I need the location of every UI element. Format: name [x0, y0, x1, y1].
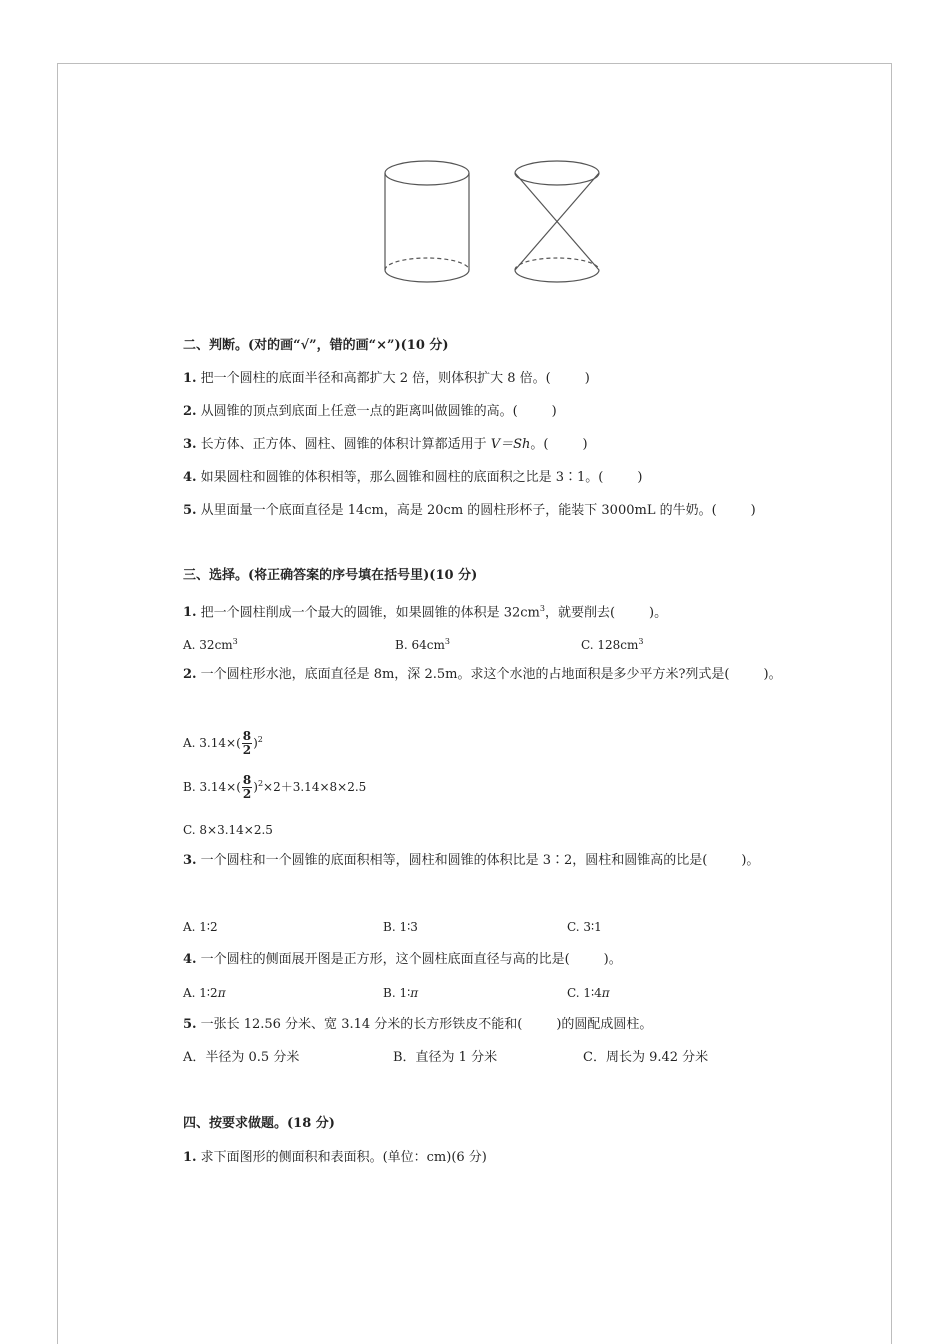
judge-item-4	[183, 470, 642, 486]
paren-close: )。	[603, 952, 622, 967]
cylinder-cone-figure	[380, 155, 605, 290]
item-text: 求下面图形的侧面积和表面积。(单位：cm)(6 分)	[200, 1150, 487, 1165]
judge-item-2	[183, 404, 557, 420]
option-text: C. 128cm	[581, 638, 639, 652]
judge-item-5	[183, 503, 756, 519]
volume-formula: V＝Sh	[490, 437, 531, 452]
q4-option-b[interactable]	[383, 985, 418, 1001]
item-text: 一张长 12.56 分米、宽 3.14 分米的长方形铁皮不能和(	[200, 1017, 523, 1032]
option-text-tail: ×2＋3.14×8×2.5	[263, 780, 367, 794]
item-number: 4.	[183, 470, 197, 485]
section2-heading: 二、判断。(对的画“√”，错的画“×”)(10 分)	[183, 338, 449, 353]
q1-option-c[interactable]	[581, 634, 643, 653]
q3-option-b[interactable]: B. 1∶3	[383, 920, 418, 934]
option-text: B. 3.14×(	[183, 780, 241, 794]
q5-option-b[interactable]: B．直径为 1 分米	[393, 1050, 498, 1065]
item-number: 1.	[183, 605, 197, 621]
superscript: 3	[444, 637, 450, 646]
item-text: 一个圆柱和一个圆锥的底面积相等，圆柱和圆锥的体积比是 3∶2，圆柱和圆锥高的比是(	[200, 853, 708, 868]
q3-option-c[interactable]: C. 3∶1	[567, 920, 602, 934]
option-text: B. 64cm	[395, 638, 445, 652]
item-number: 5.	[183, 503, 197, 518]
option-text: A. 3.14×(	[183, 736, 241, 750]
choice-q5	[183, 1017, 652, 1033]
item-text-tail: 。(	[530, 437, 549, 452]
fraction-numerator: 8	[242, 773, 252, 787]
option-text: )	[253, 780, 258, 794]
option-text: A. 1∶2	[183, 986, 218, 1000]
option-text: A. 32cm	[183, 638, 233, 652]
item-number: 4.	[183, 952, 197, 967]
item-text: 长方体、正方体、圆柱、圆锥的体积计算都适用于	[200, 437, 491, 452]
q2-option-c[interactable]: C. 8×3.14×2.5	[183, 823, 273, 837]
item-number: 2.	[183, 404, 197, 419]
item-number: 3.	[183, 437, 197, 452]
fraction-numerator: 8	[242, 729, 252, 743]
item-text: 把一个圆柱削成一个最大的圆锥，如果圆锥的体积是 32cm	[200, 605, 540, 621]
fraction-denominator: 2	[242, 743, 252, 757]
item-number: 2.	[183, 667, 197, 682]
judge-item-1	[183, 371, 590, 387]
paren-close: )	[637, 470, 643, 485]
option-text: B. 1∶	[383, 986, 411, 1000]
paren-close: )	[551, 404, 557, 419]
option-text: )	[253, 736, 258, 750]
superscript: 3	[638, 637, 644, 646]
item-number: 1.	[183, 1150, 197, 1165]
judge-item-3	[183, 437, 588, 453]
choice-q1	[183, 601, 667, 621]
q2-option-a[interactable]	[183, 730, 263, 757]
q4-option-a[interactable]	[183, 985, 226, 1001]
paren-close: )	[582, 437, 588, 452]
paren-close: )。	[649, 605, 668, 621]
section4-heading: 四、按要求做题。(18 分)	[183, 1116, 335, 1131]
q5-option-c[interactable]: C．周长为 9.42 分米	[583, 1050, 709, 1065]
option-text: C. 1∶4	[567, 986, 602, 1000]
item-number: 1.	[183, 371, 197, 386]
section3-heading: 三、选择。(将正确答案的序号填在括号里)(10 分)	[183, 568, 478, 583]
pi-symbol: π	[217, 986, 226, 1000]
q1-option-a[interactable]	[183, 634, 238, 653]
q3-option-a[interactable]: A. 1∶2	[183, 920, 218, 934]
q2-option-b[interactable]	[183, 774, 366, 801]
q4-option-c[interactable]	[567, 985, 610, 1001]
item-text-tail: ，就要削去(	[544, 605, 616, 621]
q5-option-a[interactable]: A．半径为 0.5 分米	[183, 1050, 300, 1065]
superscript: 3	[539, 604, 545, 613]
item-text: 把一个圆柱的底面半径和高都扩大 2 倍，则体积扩大 8 倍。(	[200, 371, 551, 386]
item-text: 如果圆柱和圆锥的体积相等，那么圆锥和圆柱的底面积之比是 3∶1。(	[200, 470, 604, 485]
item-text: 从里面量一个底面直径是 14cm，高是 20cm 的圆柱形杯子，能装下 3000mL 的牛奶。(	[200, 503, 717, 518]
superscript: 2	[257, 779, 264, 788]
superscript: 2	[257, 735, 263, 744]
item-text: 从圆锥的顶点到底面上任意一点的距离叫做圆锥的高。(	[200, 404, 518, 419]
paren-close: )	[750, 503, 756, 518]
q1-option-b[interactable]	[395, 634, 450, 653]
item-number: 3.	[183, 853, 197, 868]
item-text: 一个圆柱形水池，底面直径是 8m，深 2.5m。求这个水池的占地面积是多少平方米?列式是(	[200, 667, 730, 682]
fraction	[242, 730, 252, 757]
paren-close: )的圆配成圆柱。	[556, 1017, 653, 1032]
paren-close: )	[584, 371, 590, 386]
fraction	[242, 774, 252, 801]
fraction-denominator: 2	[242, 787, 252, 801]
choice-q4	[183, 952, 622, 968]
paren-close: )。	[763, 667, 782, 682]
task-q1	[183, 1150, 487, 1166]
choice-q2	[183, 667, 782, 683]
superscript: 3	[232, 637, 238, 646]
choice-q3	[183, 853, 759, 869]
item-text: 一个圆柱的侧面展开图是正方形，这个圆柱底面直径与高的比是(	[200, 952, 570, 967]
item-number: 5.	[183, 1017, 197, 1032]
pi-symbol: π	[601, 986, 610, 1000]
paren-close: )。	[741, 853, 760, 868]
pi-symbol: π	[410, 986, 419, 1000]
